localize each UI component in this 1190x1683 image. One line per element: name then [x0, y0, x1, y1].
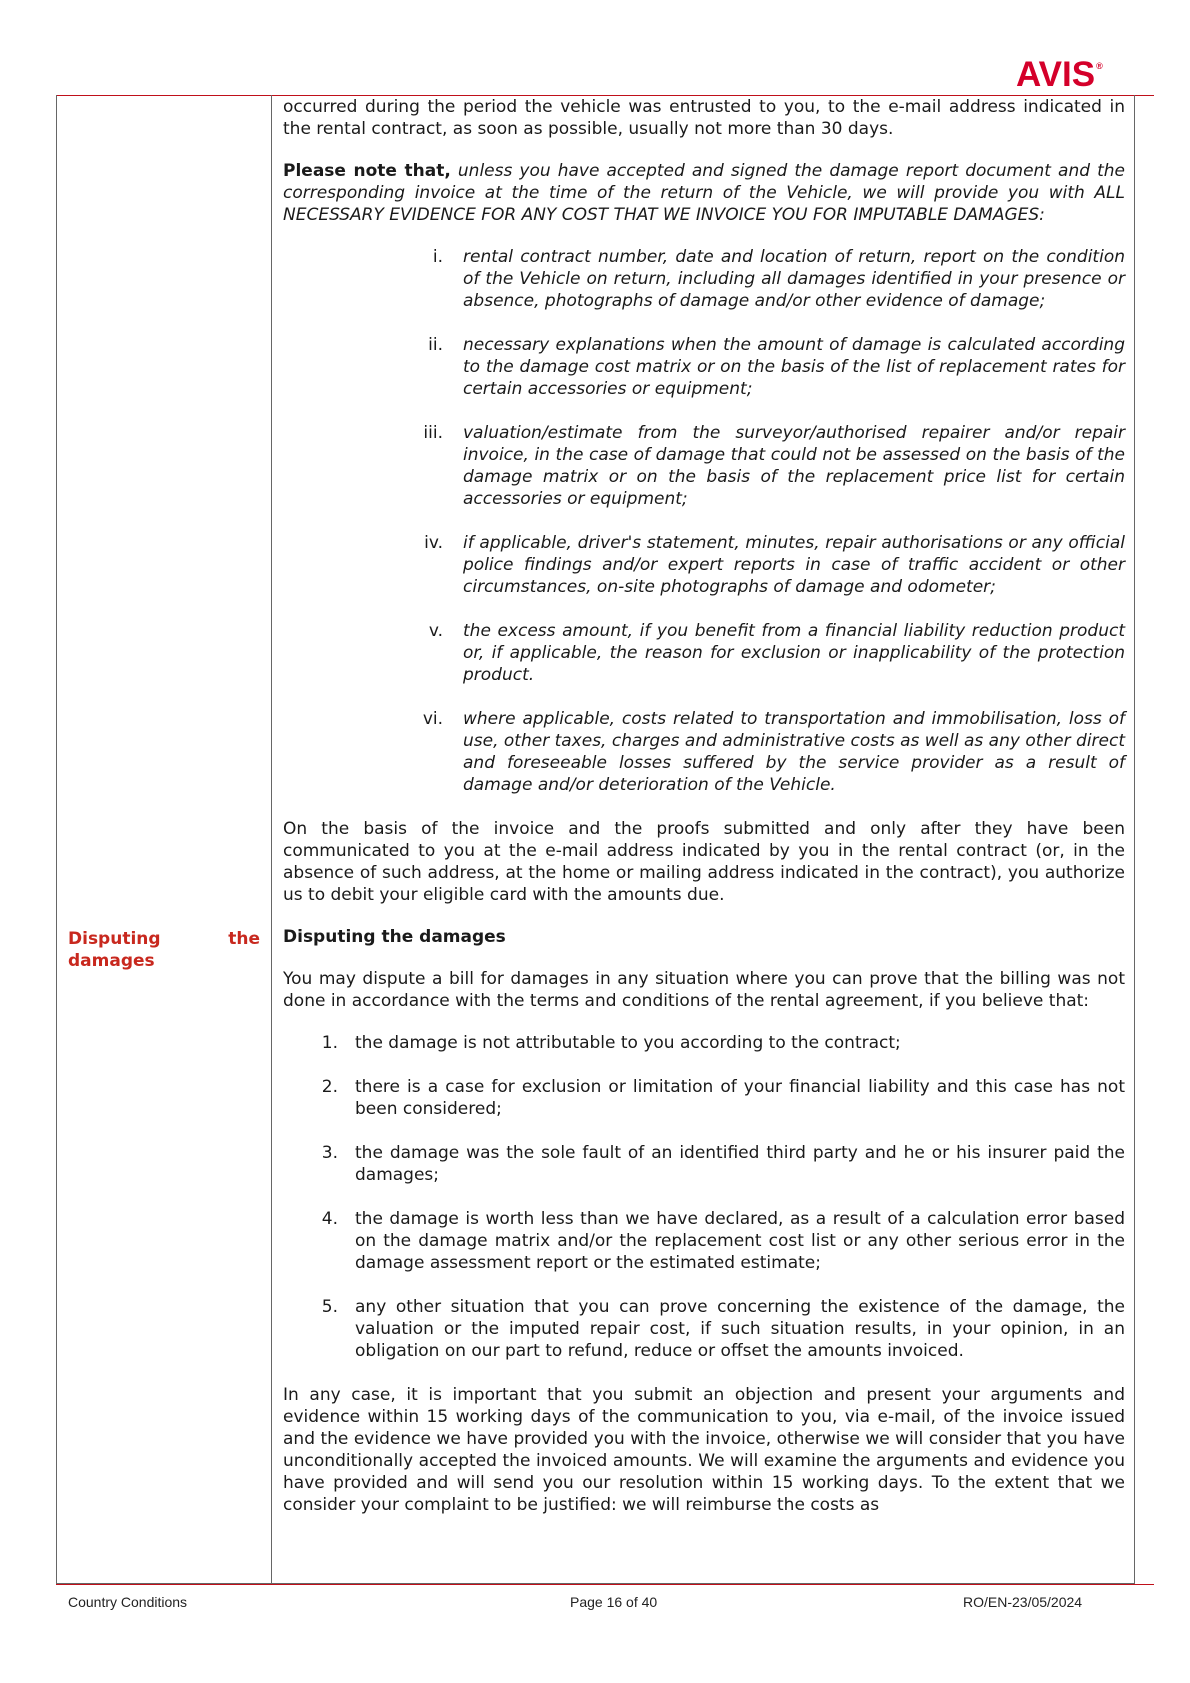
- intro-paragraph: occurred during the period the vehicle was entrusted to you, to the e-mail address indicated in the rental contract, as soon as possible, usually not more than 30 days.: [283, 97, 1125, 139]
- evidence-item-number: iii.: [423, 423, 443, 443]
- evidence-item-text: where applicable, costs related to transportation and immobilisation, loss of use, other taxes, charges and administrative costs as well as any other direct and foreseeable losses suffered by the service provider as a result of damage and/or deterioration of the Vehicle.: [463, 709, 1125, 795]
- dispute-reason-item-text: any other situation that you can prove concerning the existence of the damage, the valuation or the imputed repair cost, if such situation results, in your opinion, in an obligation on our part to refund, reduce or offset the amounts invoiced.: [355, 1297, 1125, 1361]
- section-content: [283, 96, 1125, 1536]
- section-label-word: damages: [68, 951, 155, 971]
- note-paragraph: [283, 160, 1125, 226]
- dispute-reason-item-number: 4.: [321, 1209, 338, 1229]
- dispute-reason-item: [283, 1142, 1125, 1186]
- evidence-item-number: vi.: [422, 709, 443, 729]
- evidence-item-text: the excess amount, if you benefit from a financial liability reduction product or, if applicable, the reason for exclusion or inapplicability of the protection product.: [463, 621, 1125, 685]
- registered-mark: ®: [1096, 61, 1103, 71]
- footer-left: Country Conditions: [68, 1594, 188, 1610]
- footer-divider: [56, 1584, 1154, 1585]
- dispute-reason-item: [283, 1208, 1125, 1274]
- section-label: [68, 928, 260, 972]
- evidence-item-text: valuation/estimate from the surveyor/authorised repairer and/or repair invoice, in the case of damage that could not be assessed on the basis of the damage matrix or on the basis of the replacement price list for certain accessories or equipment;: [463, 423, 1125, 509]
- dispute-reason-item-text: the damage is not attributable to you according to the contract;: [355, 1033, 901, 1053]
- dispute-reason-item-number: 1.: [321, 1033, 338, 1053]
- evidence-item-number: i.: [432, 247, 443, 267]
- evidence-item-text: if applicable, driver's statement, minutes, repair authorisations or any official police findings and/or expert reports in case of traffic accident or other circumstances, on-site photographs of damage and odometer;: [463, 533, 1125, 597]
- logo-text: AVIS: [1016, 55, 1096, 94]
- document-code: RO/EN-23/05/2024: [963, 1594, 1083, 1610]
- dispute-reasons-list: [283, 1032, 1125, 1362]
- page-number: Page 16 of 40: [570, 1594, 658, 1610]
- dispute-reason-item-text: the damage was the sole fault of an identified third party and he or his insurer paid the damages;: [355, 1143, 1125, 1185]
- final-paragraph: In any case, it is important that you submit an objection and present your arguments and evidence within 15 working days of the communication to you, via e-mail, of the invoice issued and the evidence we have provided you with the invoice, otherwise we will consider that you have unconditionally accepted the invoiced amounts. We will examine the arguments and evidence you have provided and will send you our resolution within 15 working days. To the extent that we consider your complaint to be justified: we will reimburse the costs as: [283, 1385, 1125, 1515]
- dispute-heading: Disputing the damages: [283, 927, 506, 947]
- avis-logo: [1016, 55, 1103, 95]
- dispute-reason-item: [283, 1296, 1125, 1362]
- dispute-paragraph: You may dispute a bill for damages in any situation where you can prove that the billing was not done in accordance with the terms and conditions of the rental agreement, if you believe that:: [283, 969, 1125, 1011]
- dispute-reason-item-number: 3.: [321, 1143, 338, 1163]
- dispute-reason-item: [283, 1076, 1125, 1120]
- basis-paragraph: On the basis of the invoice and the proofs submitted and only after they have been communicated to you at the e-mail address indicated by you in the rental contract (or, in the absence of such address, at the home or mailing address indicated in the contract), you authorize us to debit your eligible card with the amounts due.: [283, 819, 1125, 905]
- evidence-item: [283, 708, 1125, 796]
- evidence-item-text: rental contract number, date and location of return, report on the condition of the Vehicle on return, including all damages identified in your presence or absence, photographs of damage and/or other evidence of damage;: [463, 247, 1125, 311]
- dispute-reason-item-number: 5.: [321, 1297, 338, 1317]
- evidence-item: [283, 246, 1125, 312]
- evidence-item-number: iv.: [424, 533, 443, 553]
- dispute-reason-item: [283, 1032, 1125, 1054]
- evidence-list: [283, 246, 1125, 796]
- note-text: unless you have accepted and signed the damage report document and the corresponding invoice at the time of the return of the Vehicle, we will provide you with ALL NECESSARY EVIDENCE FOR ANY COST THAT WE INVOICE YOU FOR IMPUTABLE DAMAGES:: [283, 161, 1125, 225]
- section-label-word: Disputing: [68, 929, 161, 949]
- note-lead: Please note that,: [283, 161, 451, 181]
- evidence-item: [283, 532, 1125, 598]
- evidence-item: [283, 334, 1125, 400]
- section-label-word: the: [228, 929, 260, 949]
- evidence-item-number: v.: [428, 621, 443, 641]
- evidence-item-text: necessary explanations when the amount of damage is calculated according to the damage cost matrix or on the basis of the list of replacement rates for certain accessories or equipment;: [463, 335, 1125, 399]
- column-divider: [271, 95, 272, 1584]
- evidence-item-number: ii.: [428, 335, 443, 355]
- dispute-reason-item-text: there is a case for exclusion or limitation of your financial liability and this case has not been considered;: [355, 1077, 1125, 1119]
- evidence-item: [283, 620, 1125, 686]
- dispute-reason-item-text: the damage is worth less than we have declared, as a result of a calculation error based on the damage matrix and/or the replacement cost list or any other serious error in the damage assessment report or the estimated estimate;: [355, 1209, 1125, 1273]
- evidence-item: [283, 422, 1125, 510]
- dispute-reason-item-number: 2.: [321, 1077, 338, 1097]
